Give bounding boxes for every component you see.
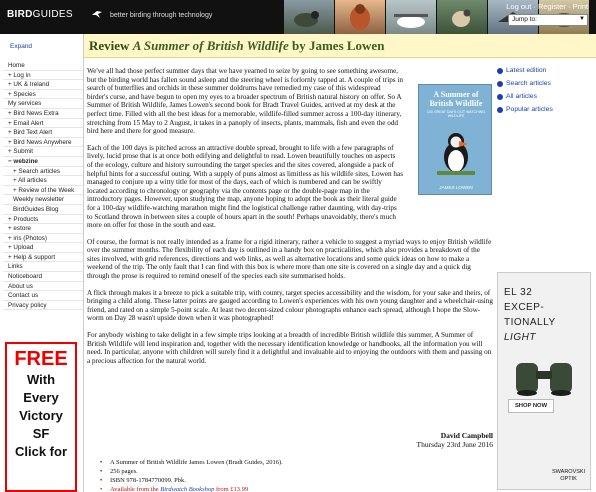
- link-separator: ·: [565, 2, 573, 11]
- ad-line: Click for: [14, 444, 67, 459]
- page-title: [89, 38, 384, 54]
- article-paragraph: Each of the 100 days is pitched across an attractive double spread, brought to life with a few paragraphs of lively, lucid prose that is at once both edifying and delightful to read. Lowen beautifully touches on aspects of the ecology, culture and history surrounding the target species and the sites covered, alongside a pack of helpful hints for a successful outing. With a supply of puns almost as limitless as his wildlife sites, Lowen has managed to conjure up a witty title for most of the days, each of which is numbered and can be swiftly located according to chronology or geography via the contents page or the double-page map in the introductory pages. However, upon studying the map, anyone hoping to adopt the book as their literal guide for a 100-day wildlife-watching marathon might find the logistical challenge rather daunting, with day-trips to Scotland thrown in between sites a couple of hours apart in the south! Perhaps unavoidably, there's much more on offer for those in the south and east.: [87, 143, 403, 230]
- nav-item[interactable]: Weekly newsletter: [3, 195, 83, 205]
- ad-line: LIGHT: [504, 332, 536, 343]
- header-thumbnail[interactable]: [437, 0, 487, 34]
- book-detail: • A Summer of British Wildlife James Lowen (Bradt Guides, 2016).: [106, 458, 492, 467]
- chevron-down-icon: ▼: [579, 16, 585, 22]
- title-book: A Summer of British Wildlife: [132, 38, 289, 53]
- swarovski-advert[interactable]: [497, 272, 591, 490]
- ad-line: SF: [32, 426, 50, 441]
- webzine-links: [497, 67, 592, 119]
- book-cover-subtitle: 100 GREAT DAYS OUT WATCHING WILDLIFE: [426, 110, 486, 118]
- nav-item[interactable]: + Search articles: [3, 167, 83, 177]
- book-price: £13.99: [230, 486, 249, 492]
- page-title-bar: [84, 34, 596, 58]
- nav-item[interactable]: + Email Alert: [3, 119, 83, 129]
- expand-link[interactable]: Expand: [10, 43, 33, 50]
- site-tagline: better birding through technology: [110, 12, 213, 19]
- nav-item[interactable]: + Review of the Week: [3, 186, 83, 196]
- brand-name: SWAROVSKI: [552, 469, 586, 475]
- bullet-icon: [497, 94, 503, 100]
- article-paragraph: We've all had those perfect summer days that we have yearned to seize by going to see something awesome, but the birding world has fallen sound asleep and the steering wheel is forlornly tapped at. A couple of trips in search of butterflies and orchids in these summer doldrums have remedied my case of this widespread birder's curse, and have begun to open my eyes to a broader spectrum of British natural history on offer. So A Summer of British Wildlife, James Lowen's second book for Bradt Travel Guides, arrived at my desk at the perfect time. Filled with all the best ideas for a memorable, wildlife-filled summer across a 100-day itinerary, stretching from 15 May to 2 August, it takes in a panoply of insects, plants, mammals, fish and even the odd bird here and there for good measure.: [87, 67, 403, 136]
- header-thumbnail[interactable]: [386, 0, 436, 34]
- bullet-icon: [497, 107, 503, 113]
- puffin-illustration: [433, 125, 479, 175]
- nav-list: [3, 61, 83, 310]
- header-thumbnail[interactable]: [284, 0, 334, 34]
- link-label: All articles: [506, 93, 537, 100]
- nav-item[interactable]: Links: [3, 262, 83, 272]
- bird-logo-icon: [91, 8, 103, 20]
- nav-item[interactable]: My services: [3, 99, 83, 109]
- binoculars-image: [510, 357, 580, 397]
- print-link[interactable]: Print: [572, 2, 588, 11]
- article-paragraph: For anybody wishing to take delight in a few simple trips looking at a breadth of incredible British wildlife this summer, A Summer of British Wildlife will lend inspiration and, together with the necessary identification knowledge or handbooks, all the information you will need. In particular, anyone with children will surely find it a delightful and invaluable aid to enjoying the outdoors with them and passing on a precious affection for the natural world.: [87, 331, 492, 365]
- ad-line: With: [26, 372, 56, 387]
- ad-headline: [504, 285, 588, 345]
- book-detail: • ISBN 978-1784770099. Pbk.: [106, 476, 492, 485]
- header-thumbnail[interactable]: [335, 0, 385, 34]
- link-label: Popular articles: [506, 106, 553, 113]
- bookshop-link-prefix: Available from the: [110, 486, 161, 492]
- logo-bird: BIRD: [7, 9, 33, 20]
- link-separator: ·: [531, 2, 538, 11]
- nav-item[interactable]: + Products: [3, 215, 83, 225]
- bullet-icon: [497, 81, 503, 87]
- ad-line: TIONALLY: [504, 317, 556, 328]
- ad-free-text: FREE: [14, 348, 68, 370]
- free-offer-advert[interactable]: [5, 342, 77, 492]
- book-details-list: [106, 458, 492, 492]
- nav-item[interactable]: + iris (Photos): [3, 234, 83, 244]
- brand-sub: OPTIK: [560, 476, 577, 482]
- nav-item[interactable]: Privacy policy: [3, 301, 83, 311]
- title-label: Review: [89, 38, 130, 53]
- ad-line: EXCEP-: [504, 302, 545, 313]
- register-link[interactable]: Register: [537, 2, 566, 11]
- nav-item[interactable]: + Upload: [3, 243, 83, 253]
- nav-item[interactable]: + UK & Ireland: [3, 80, 83, 90]
- link-label: Latest edition: [506, 67, 547, 74]
- review-author: David Campbell: [440, 431, 493, 440]
- book-cover-title: A Summer of British Wildlife: [429, 90, 483, 108]
- nav-item[interactable]: About us: [3, 282, 83, 292]
- nav-item[interactable]: + Submit: [3, 147, 83, 157]
- shop-now-button[interactable]: SHOP NOW: [508, 399, 554, 413]
- nav-item[interactable]: + Help & support: [3, 253, 83, 263]
- book-cover-image[interactable]: [418, 84, 492, 195]
- left-navigation: [0, 34, 84, 492]
- article-signature: [415, 431, 493, 449]
- title-by: by James Lowen: [291, 38, 385, 53]
- nav-item[interactable]: + All articles: [3, 176, 83, 186]
- logo-guides: GUIDES: [32, 9, 73, 20]
- bookshop-name: Birdwatch Bookshop: [160, 486, 215, 492]
- swarovski-logo: [552, 469, 585, 483]
- link-label: Search articles: [506, 80, 551, 87]
- nav-item[interactable]: − webzine: [3, 157, 83, 167]
- jump-to-label: Jump to:: [512, 16, 537, 23]
- nav-item[interactable]: BirdGuides Blog: [3, 205, 83, 215]
- article-paragraph: Of course, the format is not really intended as a frame for a rigid itinerary, rather a vehicle to suggest a myriad ways to enjoy British wildlife over the summer months. The flexibility of each day is outlined in a handy box on practicalities, which also provides a breakdown of the sites involved, with grid references, directions and web links, as well as alternative locations and some quick ideas on how to make a weekend of the trip. The only fault that I can find with this box is where more than one site is covered on a single day and a quick dig through the prose is required to remind oneself of the species each site summarised holds.: [87, 237, 492, 281]
- ad-line: Every: [23, 390, 59, 405]
- bookshop-link-suffix: from: [214, 486, 231, 492]
- header-links: [506, 2, 588, 11]
- nav-item[interactable]: Contact us: [3, 291, 83, 301]
- nav-item[interactable]: + Bird Text Alert: [3, 128, 83, 138]
- book-cover-author: JAMES LOWEN: [439, 185, 473, 190]
- bullet-icon: [497, 68, 503, 74]
- site-header: [0, 0, 596, 34]
- nav-item[interactable]: + Bird News Extra: [3, 109, 83, 119]
- ad-line: Victory: [19, 408, 63, 423]
- jump-to-select[interactable]: [508, 14, 588, 26]
- bookshop-link[interactable]: [106, 485, 492, 492]
- all-articles-link[interactable]: [497, 93, 592, 106]
- article-paragraph: A flick through makes it a breeze to pick a suitable trip, with county, target species accessibility and the wisdom, for your sake and theirs, of bringing a child along. These latter points are gauged according to Lowen's experiences with his own young daughter and a wheelchair-using friend, and rated on a simple 5-point scale. At least two decent-sized colour photographs enhance each spread, although I hope the Slow-worm on Day 28 wasn't upside down when it was photographed!: [87, 288, 493, 323]
- latest-edition-link[interactable]: [497, 67, 592, 80]
- site-logo[interactable]: [7, 9, 73, 20]
- nav-item[interactable]: + Log in: [3, 71, 83, 81]
- ad-line: EL 32: [504, 287, 533, 298]
- nav-item[interactable]: + estore: [3, 224, 83, 234]
- popular-articles-link[interactable]: [497, 106, 592, 119]
- nav-item[interactable]: Noticeboard: [3, 272, 83, 282]
- nav-item[interactable]: + Bird News Anywhere: [3, 138, 83, 148]
- logout-link[interactable]: Log out: [506, 2, 532, 11]
- book-detail: • 256 pages.: [106, 467, 492, 476]
- review-date: Thursday 23rd June 2016: [416, 440, 493, 449]
- nav-item[interactable]: + Species: [3, 90, 83, 100]
- nav-item[interactable]: Home: [3, 61, 83, 71]
- search-articles-link[interactable]: [497, 80, 592, 93]
